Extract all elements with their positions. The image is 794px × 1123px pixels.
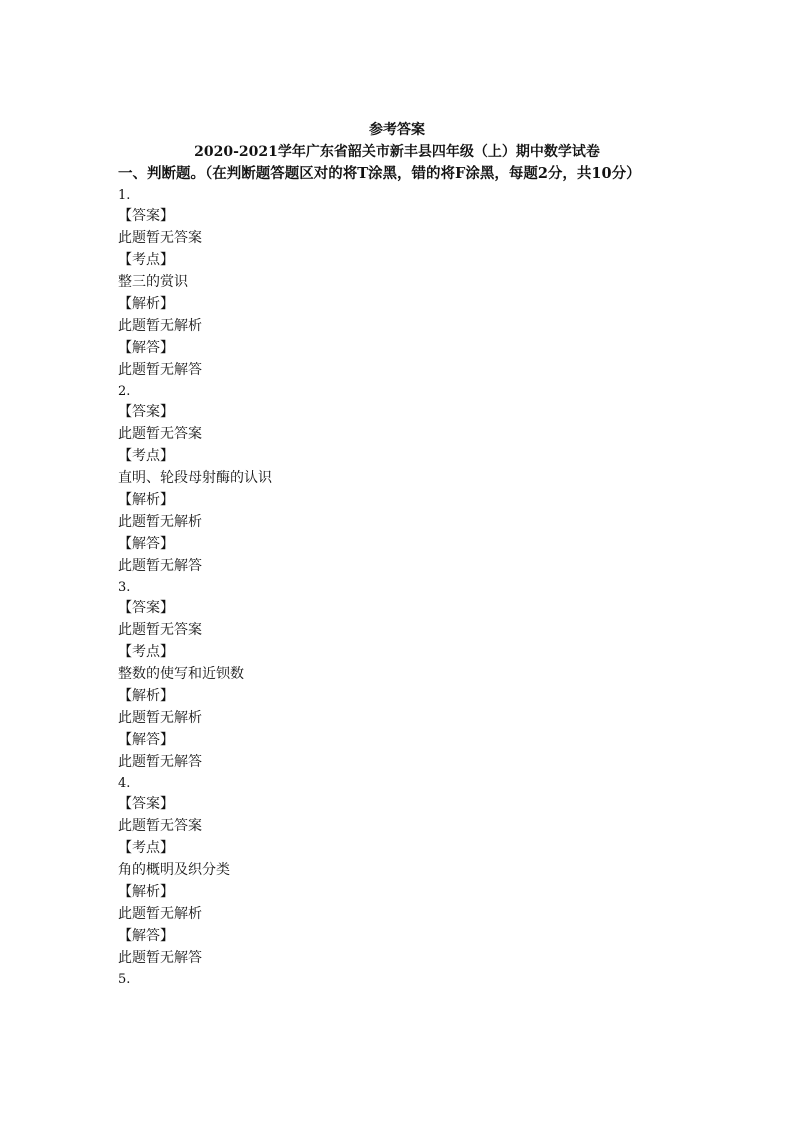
- knowledge-text: 直明、轮段母射酶的认识: [118, 470, 272, 486]
- question-number: 3.: [118, 580, 131, 595]
- question-block: [118, 774, 718, 970]
- solution-label: 【解答】: [118, 732, 174, 748]
- analysis-text: 此题暂无解析: [118, 710, 202, 726]
- knowledge-label: 【考点】: [118, 448, 174, 464]
- analysis-text: 此题暂无解析: [118, 906, 202, 922]
- question-number: 5.: [118, 972, 131, 987]
- answer-text: 此题暂无答案: [118, 818, 202, 834]
- analysis-text: 此题暂无解析: [118, 514, 202, 530]
- knowledge-text: 整三的赏识: [118, 274, 188, 290]
- answer-text: 此题暂无答案: [118, 230, 202, 246]
- knowledge-label: 【考点】: [118, 840, 174, 856]
- solution-label: 【解答】: [118, 536, 174, 552]
- answer-label: 【答案】: [118, 600, 174, 616]
- knowledge-label: 【考点】: [118, 252, 174, 268]
- solution-text: 此题暂无解答: [118, 950, 202, 966]
- answer-label: 【答案】: [118, 796, 174, 812]
- analysis-label: 【解析】: [118, 884, 174, 900]
- analysis-label: 【解析】: [118, 492, 174, 508]
- section-heading: 一、判断题。（在判断题答题区对的将T涂黑，错的将F涂黑，每题2分，共10分）: [118, 165, 641, 182]
- solution-label: 【解答】: [118, 340, 174, 356]
- question-block: [118, 186, 718, 382]
- question-number: 4.: [118, 776, 131, 791]
- knowledge-text: 角的概明及织分类: [118, 862, 230, 878]
- question-block: [118, 578, 718, 774]
- solution-text: 此题暂无解答: [118, 558, 202, 574]
- question-number: 1.: [118, 188, 131, 203]
- page-title: 参考答案: [369, 122, 425, 138]
- answer-text: 此题暂无答案: [118, 622, 202, 638]
- question-block: [118, 382, 718, 578]
- answer-label: 【答案】: [118, 208, 174, 224]
- analysis-label: 【解析】: [118, 296, 174, 312]
- knowledge-label: 【考点】: [118, 644, 174, 660]
- question-number: 2.: [118, 384, 131, 399]
- solution-text: 此题暂无解答: [118, 754, 202, 770]
- solution-text: 此题暂无解答: [118, 362, 202, 378]
- analysis-text: 此题暂无解析: [118, 318, 202, 334]
- document-header: [0, 119, 794, 163]
- answer-text: 此题暂无答案: [118, 426, 202, 442]
- knowledge-text: 整数的使写和近钡数: [118, 666, 244, 682]
- solution-label: 【解答】: [118, 928, 174, 944]
- answer-label: 【答案】: [118, 404, 174, 420]
- analysis-label: 【解析】: [118, 688, 174, 704]
- exam-title: 2020-2021学年广东省韶关市新丰县四年级（上）期中数学试卷: [194, 144, 600, 160]
- answer-list: [118, 186, 718, 990]
